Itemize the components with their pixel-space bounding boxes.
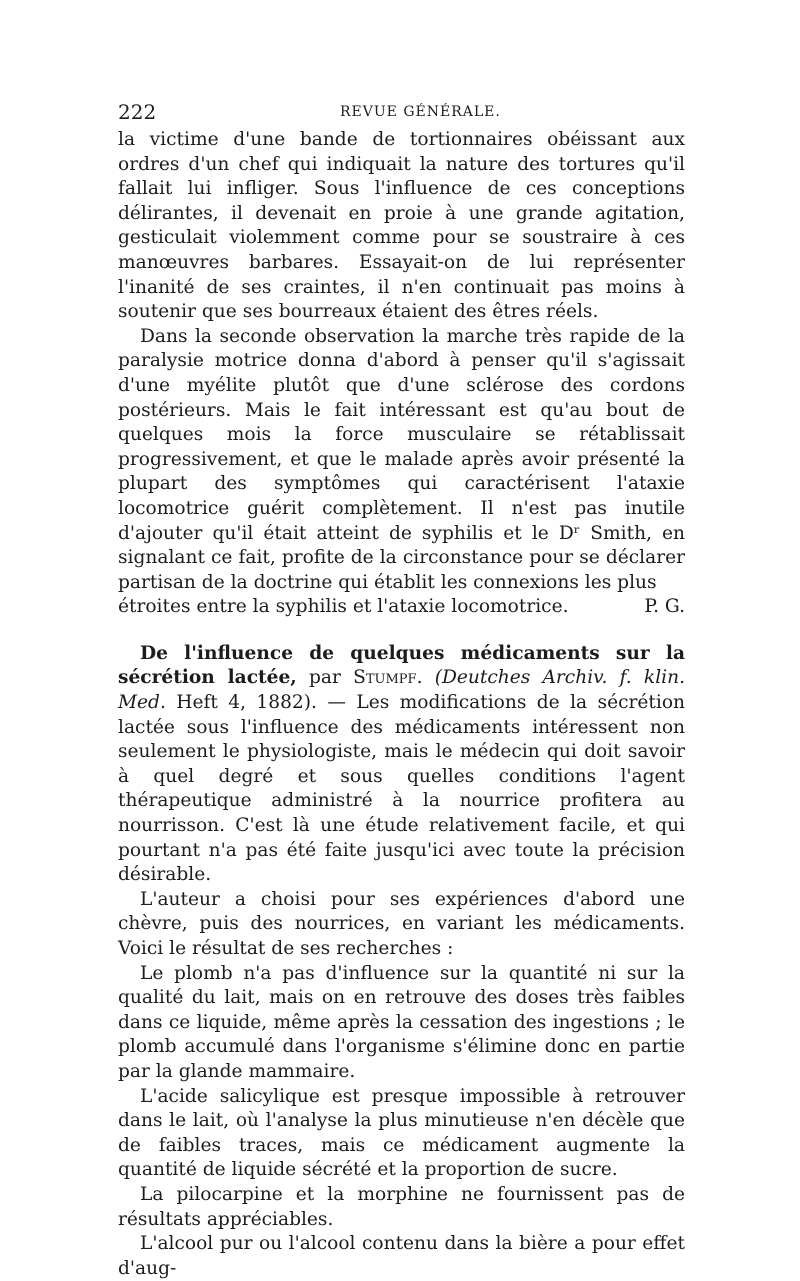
- article-by: par: [309, 667, 341, 689]
- running-title: REVUE GÉNÉRALE.: [340, 104, 501, 120]
- paragraph-lead: Le plomb n'a pas d'influence sur la quantité ni sur la qualité du lait, mais on en retrouve des doses très faibles dans ce liquide, même après la cessation des ingestions ; le plomb accumulé dans l'organisme s'élimine donc en partie par la glande mammaire.: [118, 962, 685, 1082]
- paragraph-pilocarpine: La pilocarpine et la morphine ne fournissent pas de résultats appréciables.: [118, 1183, 685, 1230]
- paragraph-continuation: la victime d'une bande de tortionnaires obéissant aux ordres d'un chef qui indiquait la nature des tortures qu'il fallait lui infliger. Sous l'influence de ces conceptions délirantes, il devenait en proie à une grande agitation, gesticulait violemment comme pour se soustraire à ces manœuvres barbares. Essayait-on de lui représenter l'inanité de ses craintes, il n'en continuait pas moins à soutenir que ses bourreaux étaient des êtres réels.: [118, 129, 685, 323]
- body-text: [118, 128, 685, 1281]
- page-header: [118, 100, 688, 130]
- article-author: Stumpf.: [353, 667, 423, 689]
- page-number: 222: [118, 100, 157, 124]
- section-gap: [118, 620, 685, 642]
- article-intro: Les modifications de la sécrétion lactée sous l'influence des médicaments intéressent non seulement le physiologiste, mais le médecin qui doit savoir à quel degré et sous quelles conditions l'agent thérapeutique administré à la nourrice profitera au nourrisson. C'est là une étude relativement facile, et qui pourtant n'a pas été faite jusqu'ici avec toute la précision désirable.: [118, 692, 685, 886]
- paragraph-closing-line: [118, 595, 685, 620]
- closing-sentence: étroites entre la syphilis et l'ataxie locomotrice.: [118, 596, 569, 618]
- article-issue: Heft 4, 1882). —: [176, 692, 346, 714]
- paragraph-alcohol: L'alcool pur ou l'alcool contenu dans la bière a pour effet d'aug-: [118, 1233, 685, 1279]
- paragraph-salicylic-acid: L'acide salicylique est presque impossible à retrouver dans le lait, où l'analyse la plus minutieuse n'en décèle que de faibles traces, mais ce médicament augmente la quantité de liquide sécrété et la proportion de sucre.: [118, 1085, 685, 1181]
- author-signature: P. G.: [644, 596, 685, 618]
- article-heading-paragraph: [118, 642, 685, 888]
- paragraph-second-observation: Dans la seconde observation la marche très rapide de la paralysie motrice donna d'abord à penser qu'il s'agissait d'une myélite plutôt que d'une sclérose des cordons postérieurs. Mais le fait intéressant est qu'au bout de quelques mois la force musculaire se rétablissait progressivement, et que le malade après avoir présenté la plupart des symptômes qui caractérisent l'ataxie locomotrice guérit complètement. Il n'est pas inutile d'ajouter qu'il était atteint de syphilis et le Dʳ Smith, en signalant ce fait, profite de la circonstance pour se déclarer partisan de la doctrine qui établit les connexions les plus: [118, 325, 685, 593]
- article-title: De l'influence de quelques médicaments sur la sécrétion lactée,: [118, 642, 685, 689]
- paragraph-method: L'auteur a choisi pour ses expériences d'abord une chèvre, puis des nourrices, en variant les médicaments. Voici le résultat de ses recherches :: [118, 888, 685, 959]
- article-journal: (Deutches Archiv. f. klin. Med.: [118, 667, 685, 714]
